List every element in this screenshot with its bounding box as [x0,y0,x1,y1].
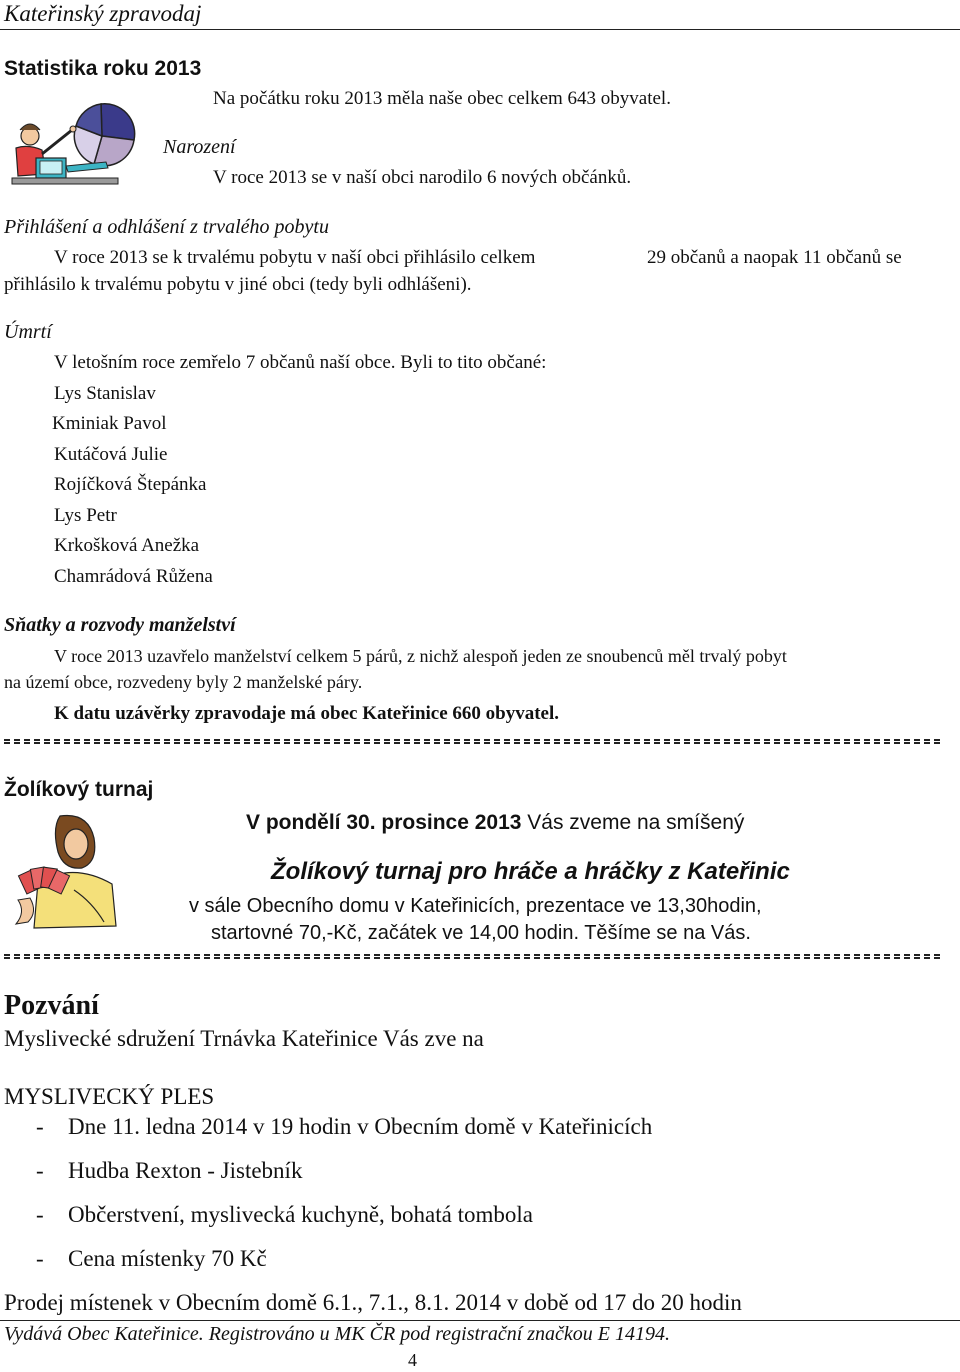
page-number: 4 [408,1350,417,1370]
list-dash: - [36,1158,44,1183]
section-divider [4,739,940,744]
tournament-invite: Vás zveme na smíšený [521,811,745,834]
section-heading-turnaj: Žolíkový turnaj [4,778,154,801]
section-heading-statistika: Statistika roku 2013 [4,57,202,80]
tournament-title: Žolíkový turnaj pro hráče a hráčky z Kateřinic [271,858,790,885]
invitation-intro: Myslivecké sdružení Trnávka Kateřinice Vás zve na [4,1026,484,1051]
list-dash: - [36,1246,44,1271]
list-item: Lys Stanislav [54,383,156,404]
header-rule [0,29,960,30]
list-item: Občerstvení, myslivecká kuchyně, bohatá tombola [68,1202,533,1227]
marriages-text-line1: V roce 2013 uzavřelo manželství celkem 5 párů, z nichž alespoň jeden ze snoubenců měl trvalý pobyt [54,646,787,666]
registration-text-line1: V roce 2013 se k trvalému pobytu v naší obci přihlásilo celkem [54,247,536,268]
list-dash: - [36,1114,44,1139]
section-heading-prihlaseni: Přihlášení a odhlášení z trvalého pobytu [4,216,329,238]
marriages-text-line2: na území obce, rozvedeny byly 2 manželské páry. [4,672,363,692]
list-item: Dne 11. ledna 2014 v 19 hodin v Obecním domě v Kateřinicích [68,1114,653,1139]
event-name: MYSLIVECKÝ PLES [4,1084,215,1109]
section-heading-pozvani: Pozvání [4,990,99,1021]
section-heading-narozeni: Narození [163,136,236,158]
list-item: Rojíčková Štepánka [54,474,207,495]
publisher-note: Vydává Obec Kateřinice. Registrováno u MK ČR pod registrační značkou E 14194. [4,1323,671,1345]
footer-rule [0,1320,960,1321]
list-item: Kutáčová Julie [54,444,168,465]
list-item: Hudba Rexton - Jistebník [68,1158,303,1183]
section-heading-umrti: Úmrtí [4,321,52,343]
list-dash: - [36,1202,44,1227]
section-divider [4,954,940,959]
population-start-text: Na počátku roku 2013 měla naše obec celkem 643 obyvatel. [213,88,671,109]
section-heading-snatky: Sňatky a rozvody manželství [4,614,236,636]
tournament-date: V pondělí 30. prosince 2013 [246,811,522,834]
list-item: Lys Petr [54,505,117,526]
deaths-text: V letošním roce zemřelo 7 občanů naší obce. Byli to tito občané: [54,352,547,373]
registration-text-line2: přihlásilo k trvalému pobytu v jiné obci (tedy byli odhlášeni). [4,274,472,295]
statistics-clipart-image [6,96,146,191]
population-summary: K datu uzávěrky zpravodaje má obec Kateřinice 660 obyvatel. [54,703,560,724]
ticket-sales-text: Prodej místenek v Obecním domě 6.1., 7.1., 8.1. 2014 v době od 17 do 20 hodin [4,1290,742,1315]
newsletter-title: Kateřinský zpravodaj [4,1,202,26]
list-item: Krkošková Anežka [54,535,200,556]
list-item: Cena místenky 70 Kč [68,1246,267,1271]
card-player-clipart-image [8,812,138,932]
tournament-date-line [246,811,744,835]
tournament-fee: startovné 70,-Kč, začátek ve 14,00 hodin. Těšíme se na Vás. [211,922,751,944]
list-item: Kminiak Pavol [52,413,167,434]
list-item: Chamrádová Růžena [54,566,213,587]
registration-text-line1b: 29 občanů a naopak 11 občanů se [647,247,902,268]
tournament-venue: v sále Obecního domu v Kateřinicích, prezentace ve 13,30hodin, [189,895,762,917]
births-text: V roce 2013 se v naší obci narodilo 6 nových občánků. [213,167,632,188]
